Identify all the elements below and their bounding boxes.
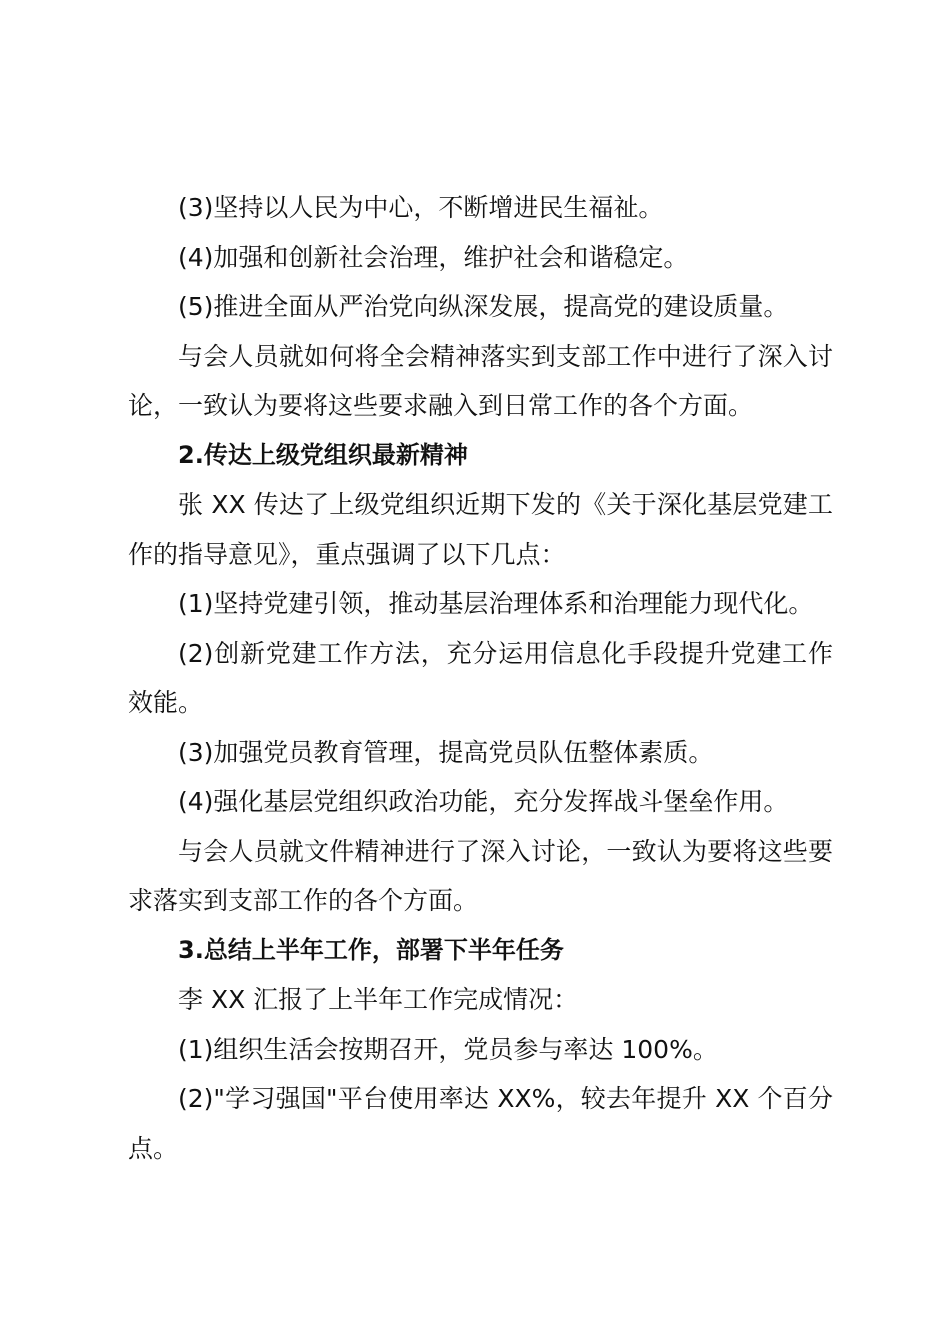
body-paragraph: 与会人员就文件精神进行了深入讨论，一致认为要将这些要求落实到支部工作的各个方面。 xyxy=(128,836,833,915)
body-paragraph: 李 XX 汇报了上半年工作完成情况： xyxy=(178,985,579,1014)
list-item: (3)坚持以人民为中心，不断增进民生福祉。 xyxy=(178,193,664,222)
list-item: (1)组织生活会按期召开，党员参与率达 100%。 xyxy=(178,1034,718,1064)
list-item: (3)加强党员教育管理，提高党员队伍整体素质。 xyxy=(178,737,714,767)
section-heading: 2.传达上级党组织最新精神 xyxy=(178,440,468,469)
body-paragraph: 与会人员就如何将全会精神落实到支部工作中进行了深入讨论，一致认为要将这些要求融入到日常工作的各个方面。 xyxy=(128,341,833,420)
body-paragraph: 张 XX 传达了上级党组织近期下发的《关于深化基层党建工作的指导意见》，重点强调了以下几点： xyxy=(128,490,833,569)
list-item: (2)"学习强国"平台使用率达 XX%，较去年提升 XX 个百分点。 xyxy=(128,1084,833,1163)
document-body xyxy=(128,183,833,1173)
list-item: (2)创新党建工作方法，充分运用信息化手段提升党建工作效能。 xyxy=(128,638,833,717)
list-item: (5)推进全面从严治党向纵深发展，提高党的建设质量。 xyxy=(178,292,789,321)
list-item: (1)坚持党建引领，推动基层治理体系和治理能力现代化。 xyxy=(178,589,814,618)
section-heading: 3.总结上半年工作，部署下半年任务 xyxy=(178,935,564,964)
list-item: (4)加强和创新社会治理，维护社会和谐稳定。 xyxy=(178,242,689,272)
list-item: (4)强化基层党组织政治功能，充分发挥战斗堡垒作用。 xyxy=(178,787,789,816)
